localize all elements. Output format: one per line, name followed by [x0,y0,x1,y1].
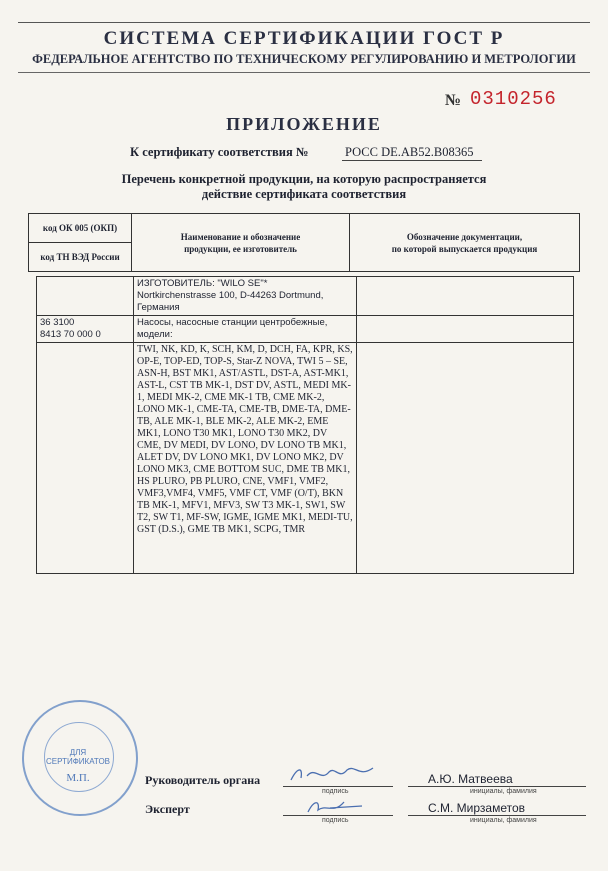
head-name: А.Ю. Матвеева [428,772,513,786]
number-label: № [445,92,462,109]
certificate-label: К сертификату соответствия № [130,145,309,159]
certificate-underline [342,160,482,161]
table-row [37,277,574,316]
head-label: Руководитель органа [145,773,261,787]
system-title: СИСТЕМА СЕРТИФИКАЦИИ ГОСТ Р [103,28,505,49]
manufacturer-cell [134,277,357,316]
empty-doc-cell [357,277,574,316]
head-name-caption: инициалы, фамилия [470,788,537,795]
manufacturer-country: Германия [137,302,180,313]
header-docs-line2: по которой выпускается продукция [391,243,538,254]
certificate-number: РОСС DE.АВ52.В08365 [345,145,474,159]
agency-subtitle: ФЕДЕРАЛЬНОЕ АГЕНТСТВО ПО ТЕХНИЧЕСКОМУ РЕГУЛИРОВАНИЮ И МЕТРОЛОГИИ [32,52,576,66]
empty-doc-cell-2 [357,316,574,343]
code-tnved-value: 8413 70 000 0 [40,329,101,340]
manufacturer-address: Nortkirchenstrasse 100, D-44263 Dortmund, [137,290,324,301]
head-signature [285,762,385,788]
expert-signature-caption: подпись [322,817,349,824]
code-okp-value: 36 3100 [40,317,75,328]
product-type: Насосы, насосные станции центробежные, [137,317,328,328]
header-code-okp: код ОК 005 (ОКП) [29,214,132,243]
empty-code-cell-3 [37,343,134,574]
header-table [28,213,580,272]
seal-stamp-mp: М.П. [66,772,90,784]
list-title-line1: Перечень конкретной продукции, на которую распространяется [121,172,487,186]
table-row [37,316,574,343]
product-cell [134,316,357,343]
header-docs-line1: Обозначение документации, [406,231,523,242]
header-code-tnved: код ТН ВЭД России [29,243,132,272]
product-table [36,276,574,574]
subtitle-rule [18,72,590,73]
form-number: 0310256 [470,88,557,110]
models-cell: TWI, NK, KD, K, SCH, KM, D, DCH, FA, KPR, KS, OP-E, TOP-ED, TOP-S, Star-Z NOVA, TWI 5 – SE, ASN-H, BST MK1, AST/ASTL, DST-A, AST-MK1, AST-L, CST TB MK-1, DST DV, ASTL, MEDI MK-1, MEDI MK-2, CME MK-1 TB, CME MK-2, LONO MK-1, CME-TA, CME-TB, DME-TA, DME-TB, ALE MK-1, BLE MK-2, ALE MK-2, EME MK1, LONO T30 MK1, LONO T30 MK2, DV CME, DV MEDI, DV LONO, DV LONO TB MK1, ALET DV, DV LONO MK1, DV LONO MK2, DV LONO MK3, CME BOTTOM SUC, DME TB MK1, HS PLURO, PB PLURO, CNE, VMF1, VMF2, VMF3,VMF4, VMF5, VMF CT, VMF (O/T), BKN TB MK-1, MFV1, MFV3, SW T3 MK-1, SW1, SW T2, SW T1, MF-SW, IGME, IGME MK1, MEDI-TU, GST (D.S.), GME TB MK1, SCPG, TMR [134,343,357,574]
header-name-line2: продукции, ее изготовитель [184,243,297,254]
head-signature-line [283,786,393,787]
top-rule [18,22,590,23]
header-docs [350,214,580,272]
list-title-line2: действие сертификата соответствия [201,187,407,201]
header-name-line1: Наименование и обозначение [180,231,301,242]
list-title [0,172,608,202]
empty-code-cell [37,277,134,316]
expert-name-line [408,815,586,816]
expert-name-caption: инициалы, фамилия [470,817,537,824]
expert-label: Эксперт [145,802,190,816]
expert-signature-line [283,815,393,816]
expert-name: С.М. Мирзаметов [428,801,526,815]
table-row [37,343,574,574]
header-name [132,214,350,272]
head-name-line [408,786,586,787]
product-models-label: модели: [137,329,173,340]
appendix-title: ПРИЛОЖЕНИЕ [226,114,382,134]
manufacturer-name: ИЗГОТОВИТЕЛЬ: "WILO SE"* [137,278,268,289]
code-cell [37,316,134,343]
head-signature-caption: подпись [322,788,349,795]
seal-stamp-text: ДЛЯ СЕРТИФИКАТОВ [45,748,110,766]
empty-doc-cell-3 [357,343,574,574]
